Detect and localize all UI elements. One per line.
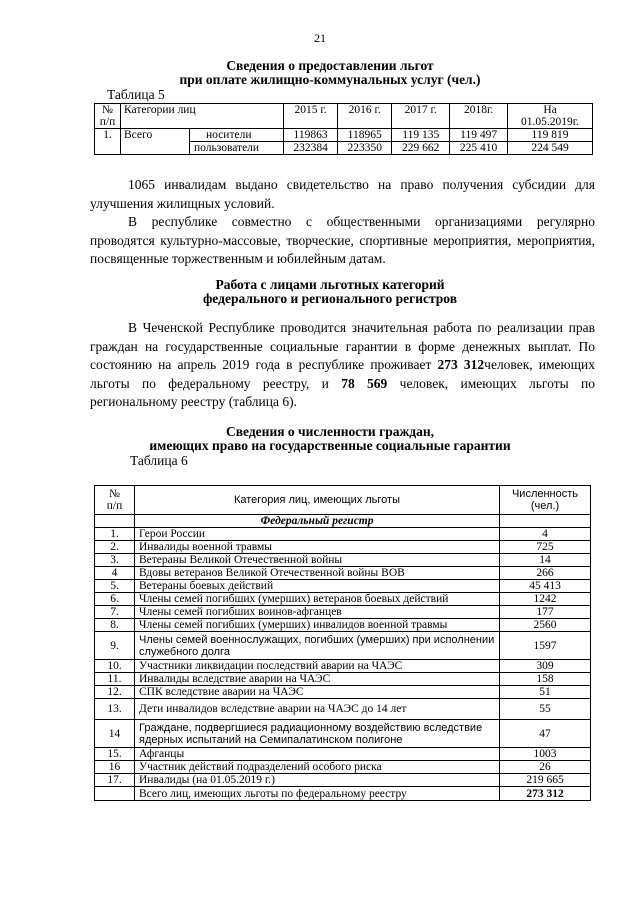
table-row	[95, 580, 591, 593]
t6-header-category: Категория лиц, имеющих льготы	[135, 486, 500, 515]
t6-row-category: Члены семей военнослужащих, погибших (умерших) при исполнении служебного долга	[135, 632, 500, 660]
t6-row-category: Инвалиды военной травмы	[135, 541, 500, 554]
para2-part-b: человек, имеющих льготы по федеральному реестру, и	[90, 357, 596, 391]
table-row	[95, 554, 591, 567]
t6-row-value: 1003	[500, 748, 591, 761]
table-row	[95, 774, 591, 787]
t6-row-num: 14	[95, 720, 135, 748]
table-6	[94, 485, 591, 801]
para2-part-c: человек, имеющих льготы по региональному реестру (таблица 6).	[90, 375, 595, 409]
table-row	[95, 619, 591, 632]
t6-row-value: 1597	[500, 632, 591, 660]
section1-title-line1: Сведения о предоставлении льгот	[226, 58, 434, 73]
section1-title-line2: при оплате жилищно-коммунальных услуг (чел.)	[179, 72, 481, 87]
t6-row-value: 55	[500, 699, 591, 720]
t5-row-label: Всего	[121, 129, 190, 155]
t6-row-num: 2.	[95, 541, 135, 554]
table-row	[95, 528, 591, 541]
para2-part-a: В Чеченской Республике проводится значительная работа по реализации прав граждан на государственные социальные гарантии в форме денежных выплат. По состоянию на апрель 2019 года в республике проживает	[90, 320, 595, 372]
table-row	[95, 748, 591, 761]
t5-carriers-2017: 119 135	[392, 129, 450, 142]
t5-header-2017: 2017 г.	[392, 104, 450, 129]
t6-row-category: Участники ликвидации последствий аварии на ЧАЭС	[135, 660, 500, 673]
section2-paragraph	[90, 319, 595, 412]
table-row	[95, 632, 591, 660]
t5-carriers-2015: 119863	[284, 129, 338, 142]
t6-federal-register-label: Федеральный регистр	[135, 515, 500, 528]
t6-row-num: 15.	[95, 748, 135, 761]
t6-row-category: Ветераны Великой Отечественной войны	[135, 554, 500, 567]
table-row	[95, 660, 591, 673]
t6-row-num: 11.	[95, 673, 135, 686]
t5-header-2015: 2015 г.	[284, 104, 338, 129]
t6-federal-empty	[95, 515, 135, 528]
t5-carriers-label: носители	[190, 129, 284, 142]
t6-row-value: 725	[500, 541, 591, 554]
t6-row-num: 12.	[95, 686, 135, 699]
t6-row-category: Вдовы ветеранов Великой Отечественной войны ВОВ	[135, 567, 500, 580]
t6-row-num: 17.	[95, 774, 135, 787]
t5-users-2015: 232384	[284, 142, 338, 155]
t6-row-value: 26	[500, 761, 591, 774]
t6-row-num: 4	[95, 567, 135, 580]
t6-row-value: 4	[500, 528, 591, 541]
para-events: В республике совместно с общественными организациями регулярно проводятся культурно-массовые, творческие, спортивные мероприятия, мероприятия, посвященные торжественным и юбилейным датам.	[90, 214, 595, 266]
t5-users-label: пользователи	[190, 142, 284, 155]
t6-row-num: 5.	[95, 580, 135, 593]
t5-users-now: 224 549	[508, 142, 593, 155]
t6-row-category: Инвалиды вследствие аварии на ЧАЭС	[135, 673, 500, 686]
t6-row-num: 13.	[95, 699, 135, 720]
t6-row-value: 158	[500, 673, 591, 686]
table-row	[95, 761, 591, 774]
t6-row-value: 177	[500, 606, 591, 619]
t5-users-2016: 223350	[338, 142, 392, 155]
table-row	[95, 567, 591, 580]
t6-row-value: 47	[500, 720, 591, 748]
t6-row-category: Члены семей погибших воинов-афганцев	[135, 606, 500, 619]
t5-carriers-2016: 118965	[338, 129, 392, 142]
t5-header-num: № п/п	[95, 104, 121, 129]
table-row	[95, 699, 591, 720]
t6-row-category: Афганцы	[135, 748, 500, 761]
t6-row-value: 14	[500, 554, 591, 567]
t5-carriers-2018: 119 497	[450, 129, 508, 142]
t6-row-category: Инвалиды (на 01.05.2019 г.)	[135, 774, 500, 787]
t6-row-category: Дети инвалидов вследствие аварии на ЧАЭС до 14 лет	[135, 699, 500, 720]
t6-row-value: 219 665	[500, 774, 591, 787]
t6-row-value: 51	[500, 686, 591, 699]
t6-row-num: 9.	[95, 632, 135, 660]
t6-row-category: Члены семей погибших (умерших) ветеранов боевых действий	[135, 593, 500, 606]
t6-row-num: 10.	[95, 660, 135, 673]
table-row	[95, 593, 591, 606]
t5-header-category: Категории лиц	[121, 104, 284, 129]
t5-users-2017: 229 662	[392, 142, 450, 155]
section2-title-line1: Работа с лицами льготных категорий	[215, 277, 445, 292]
t6-row-num: 3.	[95, 554, 135, 567]
section1-paragraphs	[90, 176, 595, 269]
t6-row-category: Граждане, подвергшиеся радиационному воздействию вследствие ядерных испытаний на Семипалатинском полигоне	[135, 720, 500, 748]
t6-row-value: 309	[500, 660, 591, 673]
section3-title-line2: имеющих право на государственные социальные гарантии	[149, 438, 511, 453]
t6-row-value: 1242	[500, 593, 591, 606]
table-row	[95, 720, 591, 748]
regional-count-bold: 78 569	[341, 375, 388, 391]
t5-header-2018: 2018г.	[450, 104, 508, 129]
para-subsidy: 1065 инвалидам выдано свидетельство на право получения субсидии для улучшения жилищных условий.	[90, 177, 595, 211]
t6-total-label: Всего лиц, имеющих льготы по федеральному реестру	[135, 787, 500, 801]
t6-row-category: СПК вследствие аварии на ЧАЭС	[135, 686, 500, 699]
table6-label: Таблица 6	[130, 453, 188, 468]
t6-row-category: Ветераны боевых действий	[135, 580, 500, 593]
t6-row-value: 45 413	[500, 580, 591, 593]
table-row	[95, 606, 591, 619]
t6-row-num: 6.	[95, 593, 135, 606]
t5-header-asof: На 01.05.2019г.	[508, 104, 593, 129]
t6-row-num: 1.	[95, 528, 135, 541]
t6-row-category: Члены семей погибших (умерших) инвалидов военной травмы	[135, 619, 500, 632]
t5-carriers-now: 119 819	[508, 129, 593, 142]
section3-title-line1: Сведения о численности граждан,	[226, 424, 434, 439]
page-number: 21	[314, 31, 326, 45]
t5-header-2016: 2016 г.	[338, 104, 392, 129]
t6-federal-empty2	[500, 515, 591, 528]
table-row	[95, 673, 591, 686]
t6-row-value: 2560	[500, 619, 591, 632]
t6-header-num: № п/п	[95, 486, 135, 515]
table-5	[94, 103, 593, 155]
table5-label: Таблица 5	[107, 87, 165, 102]
t6-row-num: 7.	[95, 606, 135, 619]
t6-total-value: 273 312	[500, 787, 591, 801]
table-row	[95, 541, 591, 554]
table-row	[95, 686, 591, 699]
t6-row-value: 266	[500, 567, 591, 580]
t5-users-2018: 225 410	[450, 142, 508, 155]
section2-title-line2: федерального и регионального регистров	[202, 291, 458, 306]
t6-total-empty	[95, 787, 135, 801]
t6-header-count: Численность (чел.)	[500, 486, 591, 515]
federal-count-bold: 273 312	[437, 357, 485, 372]
t6-row-category: Герои России	[135, 528, 500, 541]
t5-row-num: 1.	[95, 129, 121, 155]
t6-row-num: 16	[95, 761, 135, 774]
t6-row-num: 8.	[95, 619, 135, 632]
t6-row-category: Участник действий подразделений особого риска	[135, 761, 500, 774]
